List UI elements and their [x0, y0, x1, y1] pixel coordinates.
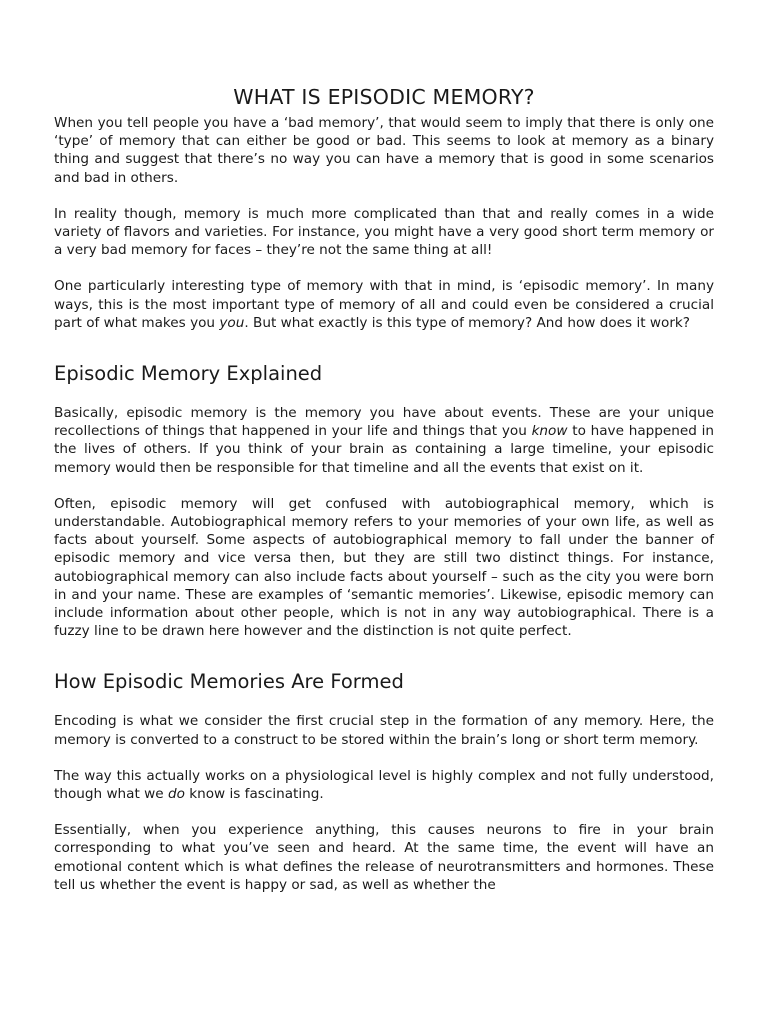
text-run: The way this actually works on a physiological level is highly complex and not fully understood, though what we [54, 767, 714, 803]
section2-paragraph-2 [54, 767, 714, 803]
text-run: One particularly interesting type of memory with that in mind, is ‘episodic memory’. In many ways, this is the most important type of memory of all and could even be considered a crucial part of what makes you [54, 278, 714, 331]
emphasis-text: know [531, 423, 568, 440]
text-run: . But what exactly is this type of memory? And how does it work? [244, 314, 690, 331]
section-heading-how-episodic-memories-are-formed: How Episodic Memories Are Formed [54, 670, 404, 694]
emphasis-text: you [219, 314, 245, 331]
section1-paragraph-2: Often, episodic memory will get confused with autobiographical memory, which is understandable. Autobiographical memory refers to your memories of your own life, as well as facts about yourself. Some aspects of autobiographical memory to fall under the banner of episodic memory and vice versa then, but they are still two distinct things. For instance, autobiographical memory can also include facts about yourself – such as the city you were born in and your name. These are examples of ‘semantic memories’. Likewise, episodic memory can include information about other people, which is not in any way autobiographical. There is a fuzzy line to be drawn here however and the distinction is not quite perfect. [54, 495, 714, 640]
text-run: Basically, episodic memory is the memory you have about events. These are your unique recollections of things that happened in your life and things that you [54, 405, 714, 440]
intro-paragraph-3 [54, 277, 714, 332]
section2-paragraph-3: Essentially, when you experience anything, this causes neurons to fire in your brain corresponding to what you’ve seen and heard. At the same time, the event will have an emotional content which is what defines the release of neurotransmitters and hormones. These tell us whether the event is happy or sad, as well as whether the [54, 822, 714, 893]
page-title: WHAT IS EPISODIC MEMORY? [233, 85, 535, 109]
text-run: know is fascinating. [184, 786, 324, 803]
section1-paragraph-1 [54, 404, 714, 477]
document-page [54, 84, 714, 912]
section2-paragraph-1: Encoding is what we consider the first crucial step in the formation of any memory. Here, the memory is converted to a construct to be stored within the brain’s long or short term memory. [54, 713, 714, 748]
intro-paragraph-2: In reality though, memory is much more complicated than that and really comes in a wide variety of flavors and varieties. For instance, you might have a very good short term memory or a very bad memory for faces – they’re not the same thing at all! [54, 205, 714, 259]
intro-paragraph-1: When you tell people you have a ‘bad memory’, that would seem to imply that there is only one ‘type’ of memory that can either be good or bad. This seems to look at memory as a binary thing and suggest that there’s no way you can have a memory that is good in some scenarios and bad in others. [54, 115, 714, 186]
text-run: to have happened in the lives of others. If you think of your brain as containing a large timeline, your episodic memory would then be responsible for that timeline and all the events that exist on it. [54, 423, 715, 476]
emphasis-text: do [167, 786, 185, 803]
section-heading-episodic-memory-explained: Episodic Memory Explained [54, 362, 323, 386]
